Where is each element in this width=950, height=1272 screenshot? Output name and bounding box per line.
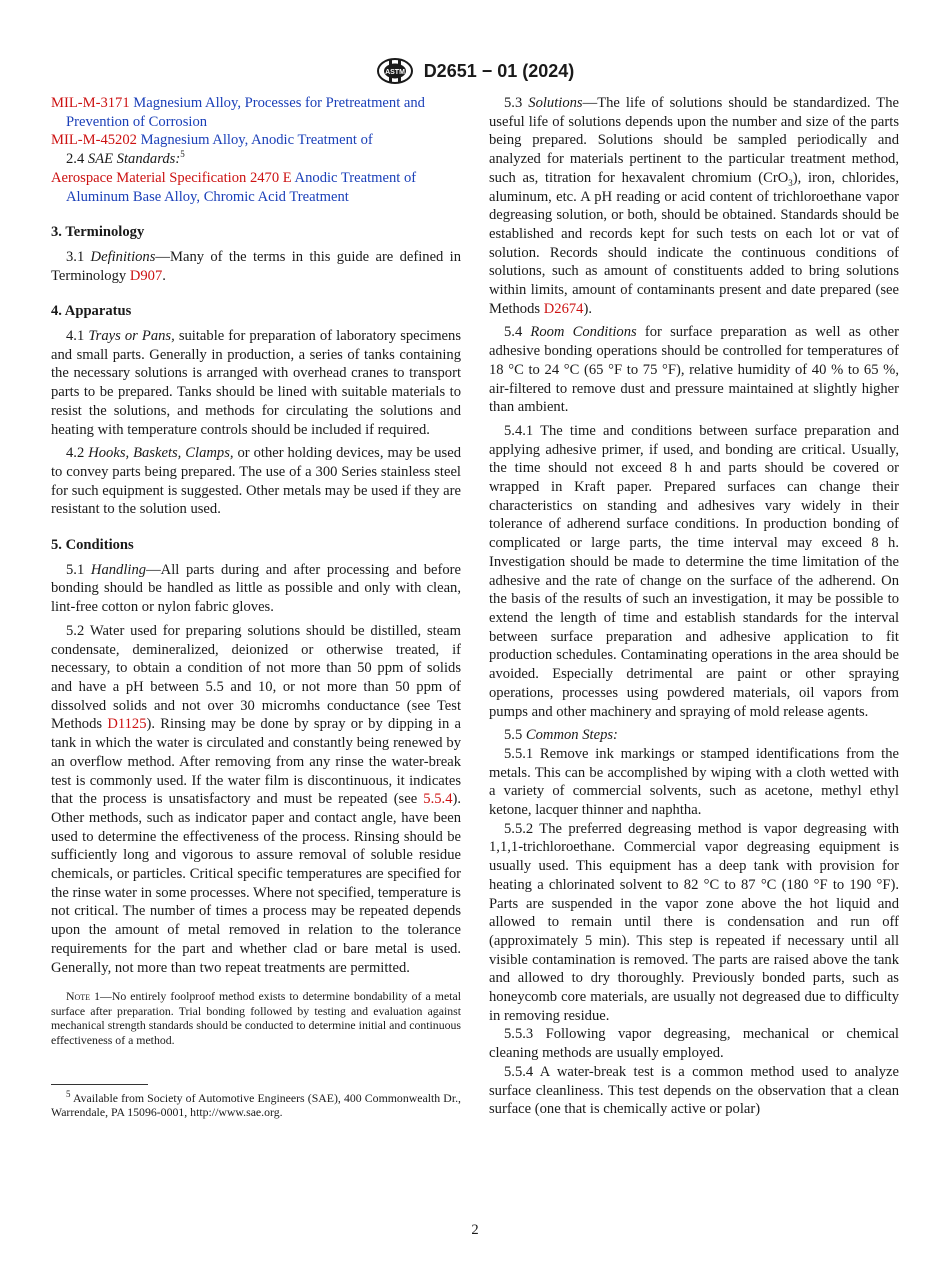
right-column [489, 94, 899, 1119]
reference-mil-m-3171 [51, 94, 461, 131]
paragraph-5-3: 5.3 Solutions—The life of solutions should be standardized. The useful life of solutions depends upon the number and size of the parts being prepared. Solutions should be sampled periodically and analyzed for materials pertinent to the particular treatment method, such as, titration for hexavalent chromium (CrO$_3$), iron, chlorides, aluminum, etc. A pH reading or acid content of trichloroethane vapor degreasing solution, or both, should be obtained. Standards should be established and records kept for such tests on each lot or vat of solution. Records should indicate the continuous conditions of solutions, such as amount of constituents added to bring solutions within limits, amount of contaminants present and date prepared (see Methods D2674). [489, 95, 899, 317]
paragraph-5-5-4: 5.5.4 A water-break test is a common method used to analyze surface cleanliness. This test depends on the observation that a clean surface (one that is chemically active or polar) [489, 1063, 899, 1118]
paragraph-4-2: 4.2 Hooks, Baskets, Clamps, or other holding devices, may be used to convey parts being prepared. The use of a 300 Series stainless steel for such equipment is suggested. Other metals may be used if they are resistant to the solution used. [51, 445, 461, 518]
link-5-5-4[interactable]: 5.5.4 [423, 791, 453, 808]
footnote-5: $^5$ Available from Society of Automotive Engineers (SAE), 400 Commonwealth Dr., Warrendale, PA 15096-0001, http://www.sae.org. [51, 1088, 461, 1120]
note-1: Note 1—No entirely foolproof method exists to determine bondability of a metal surface after preparation. Trial bonding followed by testing and evaluation against mechanical strength standards should be conducted to determine initial and continuous effectiveness of a method. [51, 989, 461, 1048]
link-d1125[interactable]: D1125 [107, 716, 147, 733]
footnote-divider [51, 1084, 148, 1085]
page-header [0, 57, 950, 85]
designation: D2651 − 01 (2024) [423, 60, 575, 81]
astm-logo-icon [376, 57, 414, 85]
ref-title[interactable]: Magnesium Alloy, Processes for Pretreatment and Prevention of Corrosion [66, 95, 425, 130]
ref-title[interactable]: Magnesium Alloy, Anodic Treatment of [136, 132, 373, 149]
paragraph-5-1: 5.1 Handling—All parts during and after processing and before bonding should be handled as little as possible and only with clean, lint-free cotton or nylon fabric gloves. [51, 561, 462, 616]
paragraph-5-5-2: 5.5.2 The preferred degreasing method is vapor degreasing with 1,1,1-trichloroethane. Commercial vapor degreasing equipment is usually used. This equipment has a deep tank with provision for heating a chlorinated solvent to 82 °C to 87 °C (180 °F to 190 °F). Parts are suspended in the vapor zone above the hot liquid and allowed to remain until there is condensation and run off (approximately 5 min). This step is repeated if necessary until all visible contamination is removed. The parts are raised above the tank and allowed to dry thoroughly. Previously bonded parts, such as honeycomb core materials, are usually not degreased due to difficulty in removing residue. [489, 820, 899, 1024]
paragraph-5-4: 5.4 Room Conditions for surface preparation as well as other adhesive bonding operations should be controlled for temperatures of 18 °C to 24 °C (65 °F to 75 °F), relative humidity of 40 % to 65 %, air-filtered to remove dust and pressure maintained at slightly higher than ambient. [489, 324, 899, 416]
reference-ams-2470 [51, 169, 461, 206]
link-d2674[interactable]: D2674 [543, 300, 584, 317]
paragraph-5-2: 5.2 Water used for preparing solutions should be distilled, steam condensate, demineralized, deionized or otherwise treated, if necessary, to obtain a condition of not more than 50 ppm of solids and have a pH between 5.5 and 10, or not more than 50 ppm of dissolved solids and not over 30 micromhs conductance (see Test Methods D1125). Rinsing may be done by spray or by dipping in a tank in which the water is circulated and constantly being renewed by an overflow method. After removing from any rinse the water-break test is commonly used. If the water film is discontinuous, it indicates that the process is unsatisfactory and must be repeated (see 5.5.4). Other methods, such as indicator paper and contact angle, have been used to determine the effectiveness of the process. Rinsing should be sufficiently long and vigorous to assure removal of soluble residue chemicals, or particles. Critical specific temperatures are specified for the rinse water in some processes. Where not specified, temperature is not critical. The number of times a process may be repeated depends upon the amount of metal removed in relation to the tolerance requirements for the part and whether clad or bare metal is used. Generally, not more than two repeat treatments are permitted. [51, 622, 461, 976]
paragraph-5-5: 5.5 Common Steps: [504, 727, 618, 744]
section-heading-terminology: 3. Terminology [51, 224, 145, 241]
paragraph-4-1: 4.1 Trays or Pans, suitable for preparation of laboratory specimens and small parts. Generally in production, a series of tanks containing the necessary solutions is arranged with overhead cranes to transport parts to be prepared. Tanks should be lined with suitable materials to resist the solutions, and methods for circulating the solutions and heating with temperature controls should be included if required. [51, 328, 461, 438]
ref-code[interactable]: Aerospace Material Specification 2470 E [51, 169, 292, 186]
reference-mil-m-45202 [51, 131, 461, 150]
left-column [51, 94, 461, 1120]
ref-code[interactable]: MIL-M-3171 [51, 95, 130, 111]
link-d907[interactable]: D907 [129, 267, 163, 284]
paragraph-5-5-3: 5.5.3 Following vapor degreasing, mechanical or chemical cleaning methods are usually employed. [489, 1026, 899, 1062]
paragraph-3-1: 3.1 Definitions—Many of the terms in this guide are defined in Terminology D907. [51, 248, 461, 284]
section-heading-conditions: 5. Conditions [51, 537, 134, 554]
ref-title[interactable]: Anodic Treatment of Aluminum Base Alloy, Chromic Acid Treatment [66, 169, 417, 205]
svg-text:ASTM: ASTM [384, 69, 405, 76]
section-heading-apparatus: 4. Apparatus [51, 303, 132, 320]
paragraph-5-5-1: 5.5.1 Remove ink markings or stamped identifications from the metals. This can be accomplished by wiping with a cloth wetted with a variety of commercial solvents, such as acetone, methyl ethyl ketone, lacquer thinner and naphtha. [489, 745, 899, 819]
paragraph-5-4-1: 5.4.1 The time and conditions between surface preparation and applying adhesive primer, if used, and bonding are critical. Usually, the time should not exceed 8 h and parts should be covered or wrapped in Kraft paper. Prepared surfaces can change their characteristics on standing and adhesives vary widely in their tolerance of adherend surface conditions. In production bonding of complicated or large parts, the time interval may exceed 8 h. Investigation should be made to determine the time limitation of the adhesive and the rate of change on the surface of the adherend. On the basis of the results of such an investigation, it may be possible to extend the length of time and establish standards for the interval between surface preparation and adhesive application to fit production schedules. Contaminating operations in the area should be avoided. Especially detrimental are paint or other spraying operations, processes using powdered materials, oil vapors from pumps and other machinery and spraying of mold release agents. [489, 422, 899, 720]
sae-standards-label: 2.4 SAE Standards:$^5$ [66, 149, 185, 168]
ref-code[interactable]: MIL-M-45202 [51, 132, 137, 149]
page-number: 2 [471, 1222, 479, 1238]
